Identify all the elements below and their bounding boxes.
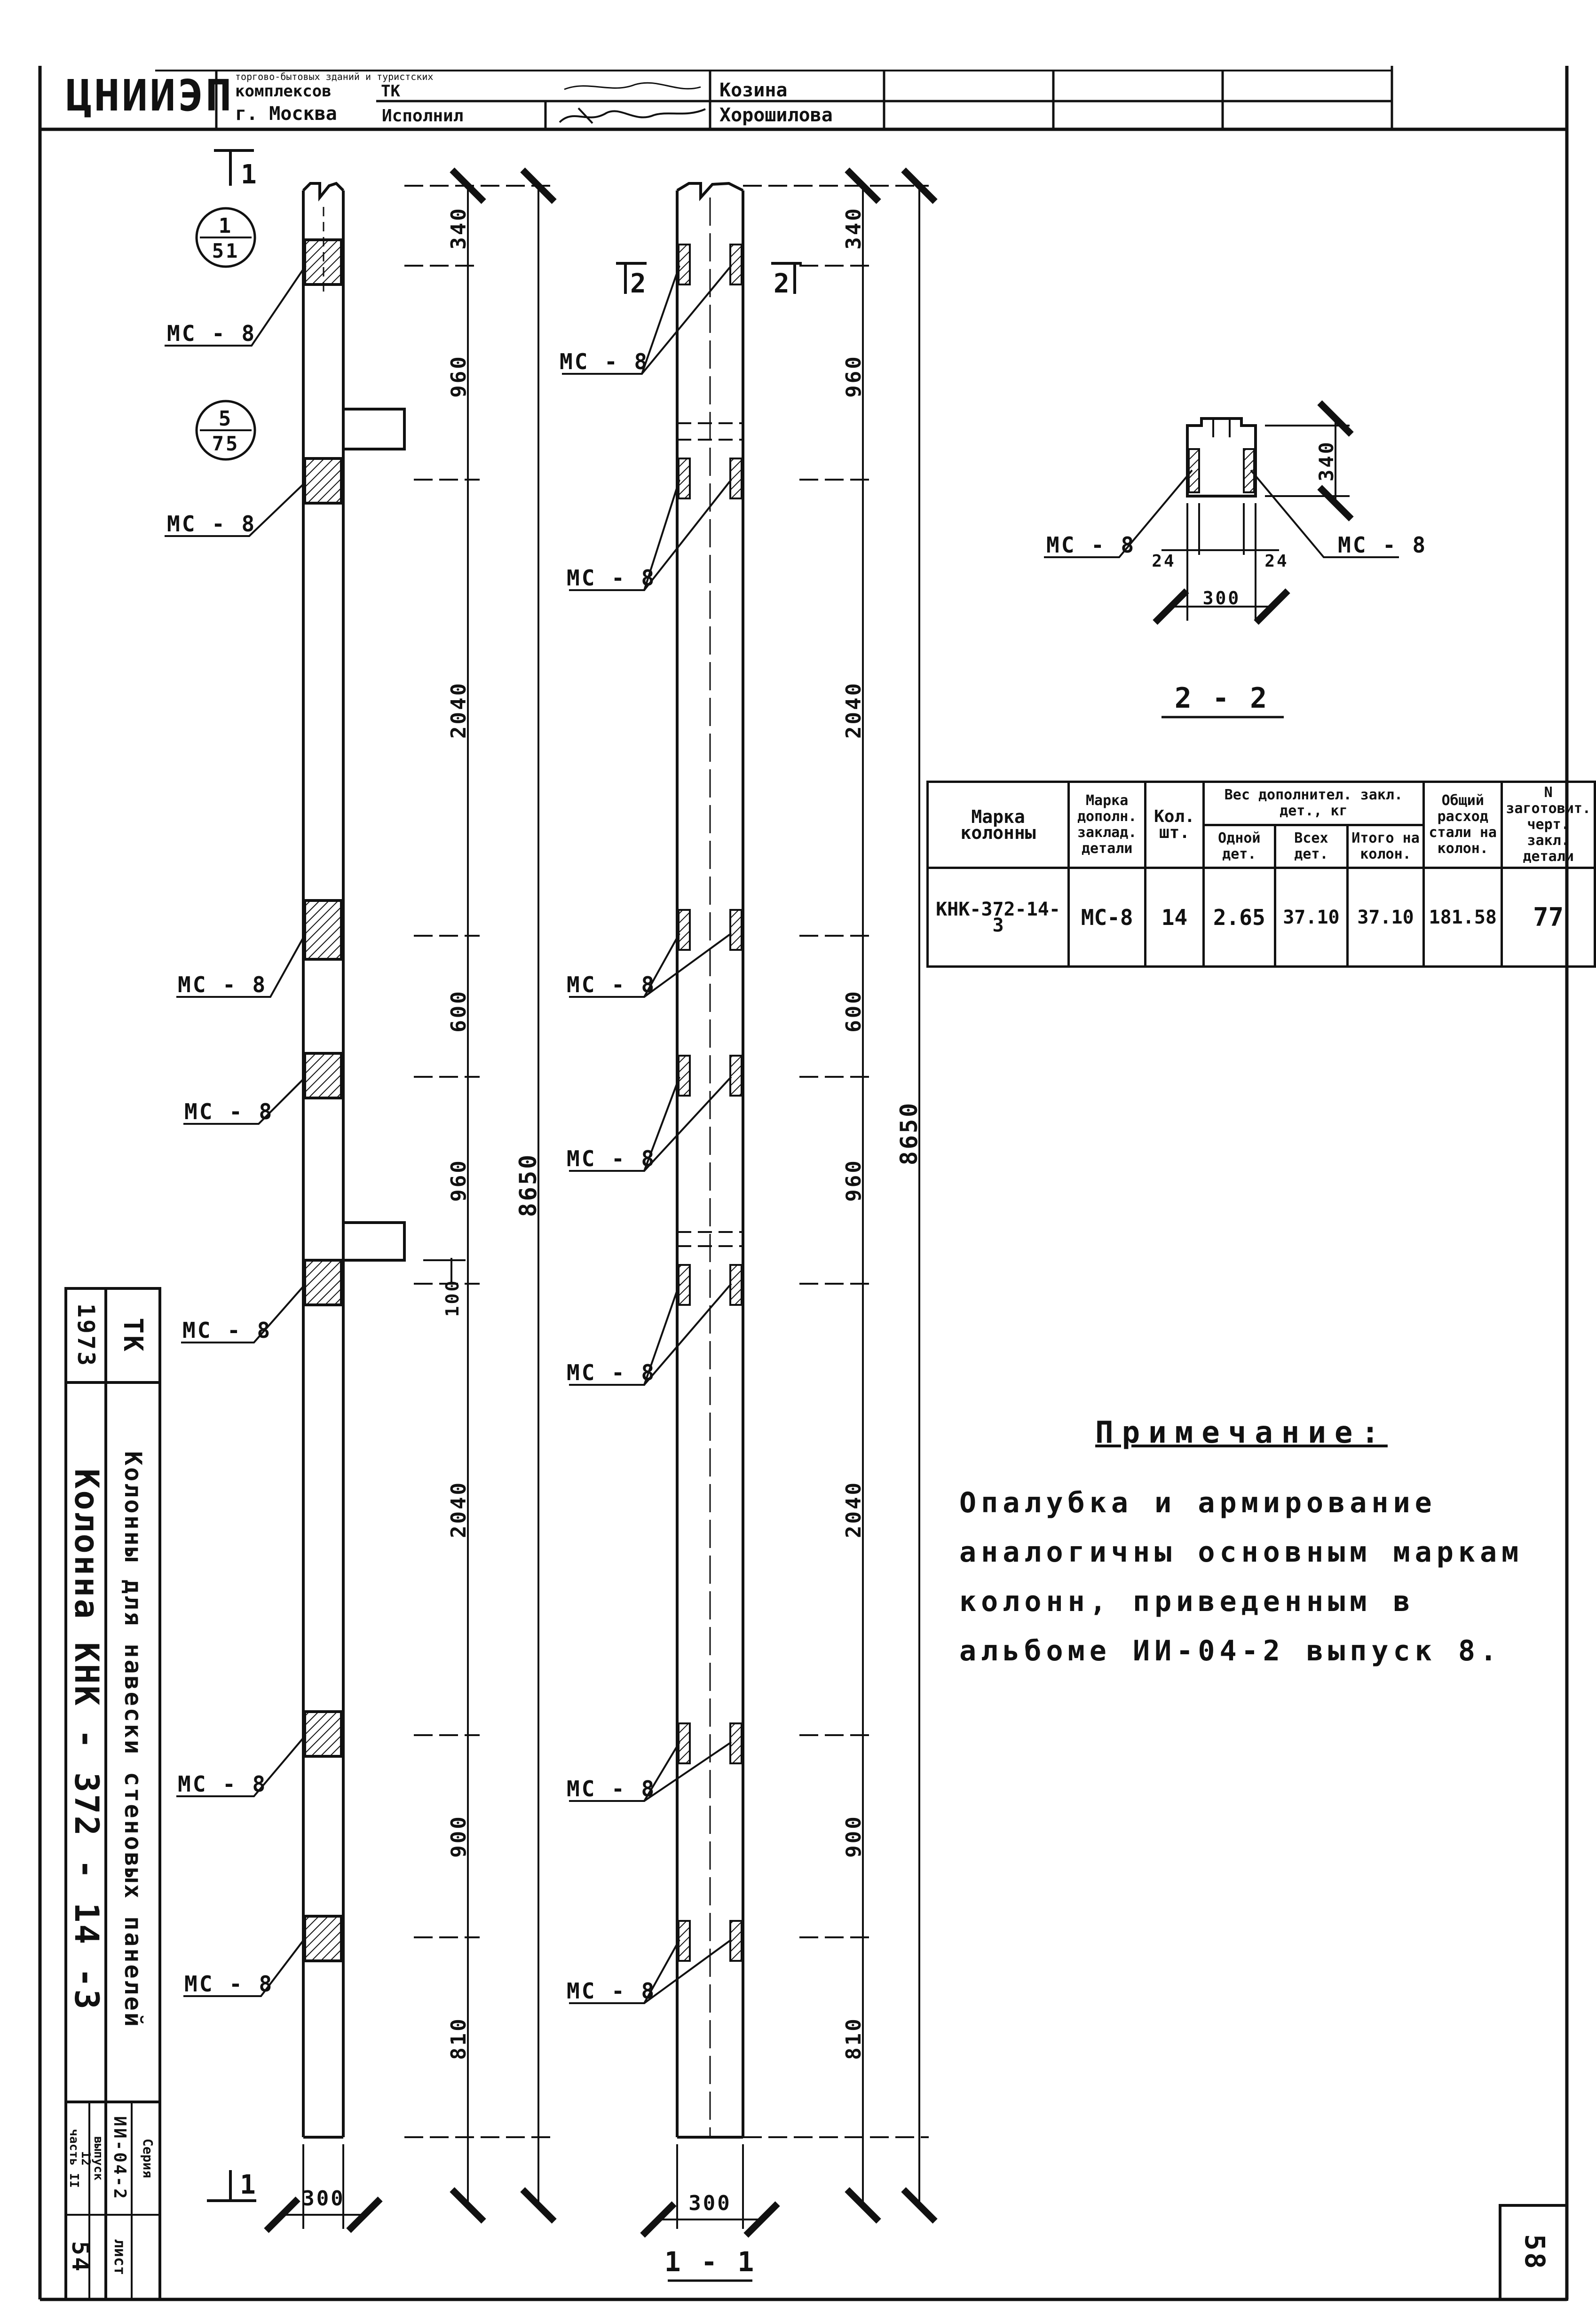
note-line: Опалубка и армирование bbox=[959, 1486, 1437, 1519]
th-weight-total: Итого на колон. bbox=[1347, 825, 1423, 868]
stamp-org-line2: комплексов bbox=[235, 82, 332, 101]
dim-offset-100: 100 bbox=[442, 1279, 463, 1317]
dim-width-mid: 300 bbox=[688, 2191, 732, 2215]
th-drawing: N заготовит. черт. закл. детали bbox=[1502, 782, 1595, 868]
spec-table bbox=[926, 781, 1596, 968]
part-label-left-2: МС - 8 bbox=[167, 511, 257, 537]
dim-total-left: 8650 bbox=[514, 1153, 542, 1217]
dim-seg-8-mid: 810 bbox=[842, 2017, 866, 2060]
stamp-org-line3: г. Москва bbox=[235, 103, 337, 125]
title-sheet: 54 bbox=[67, 2241, 94, 2274]
title-drawing: Колонна КНК - 372 - 14 -3 bbox=[67, 1469, 106, 2011]
dim-seg-8-left: 810 bbox=[447, 2017, 471, 2060]
part-label-left-5: МС - 8 bbox=[182, 1318, 272, 1343]
stamp-org-logo: ЦНИИЭП bbox=[66, 71, 234, 121]
dim-seg-7-left: 900 bbox=[447, 1815, 471, 1858]
part-label-left-4: МС - 8 bbox=[184, 1099, 274, 1124]
th-weight-all: Всех дет. bbox=[1275, 825, 1347, 868]
part-label-mid-2: МС - 8 bbox=[567, 565, 656, 591]
part-label-mid-7: МС - 8 bbox=[567, 1978, 656, 2004]
dim-seg-6-left: 2040 bbox=[447, 1481, 471, 1538]
note-line: аналогичны основным маркам bbox=[959, 1536, 1524, 1569]
dim-seg-2-mid: 960 bbox=[842, 355, 866, 398]
plate-offset-right: 24 bbox=[1264, 552, 1289, 571]
cut-mark-2-left: 2 bbox=[630, 269, 648, 299]
title-subject: Колонны для навески стеновых панелей bbox=[119, 1451, 147, 2029]
title-block bbox=[66, 1288, 160, 2299]
td-steel: 181.58 bbox=[1424, 868, 1502, 967]
section-mark-top: 1 bbox=[241, 159, 259, 190]
td-weight-one: 2.65 bbox=[1203, 868, 1275, 967]
dim-seg-7-mid: 900 bbox=[842, 1815, 866, 1858]
callout-2-num: 5 bbox=[218, 407, 233, 431]
section-width-300: 300 bbox=[1202, 588, 1241, 608]
part-label-section-right: МС - 8 bbox=[1338, 532, 1428, 558]
title-series-label: Серия bbox=[140, 2138, 156, 2179]
note-block bbox=[959, 1415, 1524, 1676]
td-drawing: 77 bbox=[1502, 868, 1595, 967]
th-weight-group: Вес дополнител. закл. дет., кг bbox=[1203, 782, 1424, 825]
title-part: часть II bbox=[67, 2129, 81, 2188]
note-line: колонн, приведенным в bbox=[959, 1585, 1415, 1618]
dim-seg-2-left: 960 bbox=[447, 355, 471, 398]
title-issue-label: выпуск bbox=[91, 2136, 105, 2180]
th-qty: Кол. шт. bbox=[1146, 782, 1203, 868]
part-label-mid-3: МС - 8 bbox=[567, 972, 656, 997]
th-steel: Общий расход стали на колон. bbox=[1424, 782, 1502, 868]
section-2-2 bbox=[1044, 419, 1427, 717]
callout-1-sheet: 51 bbox=[212, 239, 240, 262]
title-issue: 12 bbox=[79, 2151, 93, 2166]
signature-exec bbox=[560, 108, 705, 123]
dim-seg-4-mid: 600 bbox=[842, 989, 866, 1033]
part-label-left-3: МС - 8 bbox=[178, 972, 268, 997]
section-height-340: 340 bbox=[1315, 440, 1338, 482]
th-weight-one: Одной дет. bbox=[1203, 825, 1275, 868]
dim-seg-4-left: 600 bbox=[447, 989, 471, 1033]
note-line: альбоме ИИ-04-2 выпуск 8. bbox=[959, 1635, 1502, 1667]
dim-seg-5-left: 960 bbox=[447, 1159, 471, 1202]
callout-2-sheet: 75 bbox=[212, 432, 240, 455]
cut-mark-2-right: 2 bbox=[774, 269, 791, 299]
part-label-mid-4: МС - 8 bbox=[567, 1146, 656, 1171]
section-title-2-2: 2 - 2 bbox=[1174, 682, 1269, 715]
note-title: Примечание: bbox=[1095, 1415, 1388, 1450]
dim-seg-6-mid: 2040 bbox=[842, 1481, 866, 1538]
td-embedded-mark: МС-8 bbox=[1069, 868, 1146, 967]
dim-width-left: 300 bbox=[302, 2187, 345, 2211]
stamp-org-line1: торгово-бытовых зданий и туристских bbox=[235, 71, 434, 82]
td-column-mark: КНК-372-14-3 bbox=[928, 868, 1069, 967]
section-1-1 bbox=[560, 183, 929, 2281]
section-title-1-1: 1 - 1 bbox=[664, 2246, 756, 2278]
td-weight-total: 37.10 bbox=[1347, 868, 1423, 967]
title-year: 1973 bbox=[72, 1303, 100, 1368]
dim-seg-3-left: 2040 bbox=[447, 681, 471, 739]
title-dept: ТК bbox=[118, 1318, 148, 1353]
plate-offset-left: 24 bbox=[1152, 552, 1176, 571]
page-number-box bbox=[1500, 2205, 1567, 2299]
top-stamp bbox=[66, 71, 1392, 129]
dim-total-mid: 8650 bbox=[895, 1101, 923, 1166]
th-column-mark: Марка колонны bbox=[928, 782, 1069, 868]
stamp-exec-label: Исполнил bbox=[382, 106, 464, 126]
dim-seg-5-mid: 960 bbox=[842, 1159, 866, 1202]
part-label-section-left: МС - 8 bbox=[1046, 532, 1136, 558]
callout-1-num: 1 bbox=[218, 214, 233, 238]
stamp-exec-name: Хорошилова bbox=[719, 104, 833, 126]
column-elevation-left bbox=[165, 150, 555, 2229]
part-label-left-1: МС - 8 bbox=[167, 321, 257, 346]
signature-check bbox=[564, 83, 701, 89]
stamp-check-label: ТК bbox=[381, 82, 400, 101]
part-label-left-7: МС - 8 bbox=[184, 1971, 274, 1997]
dim-seg-1-mid: 340 bbox=[842, 206, 866, 250]
td-qty: 14 bbox=[1146, 868, 1203, 967]
stamp-check-name: Козина bbox=[719, 79, 788, 101]
dim-seg-1-left: 340 bbox=[447, 206, 471, 250]
td-weight-all: 37.10 bbox=[1275, 868, 1347, 967]
page-number: 58 bbox=[1519, 2234, 1551, 2271]
dim-seg-3-mid: 2040 bbox=[842, 681, 866, 739]
title-sheet-label: лист bbox=[111, 2239, 129, 2275]
part-label-mid-5: МС - 8 bbox=[567, 1360, 656, 1385]
sheet-frame bbox=[40, 66, 1567, 2299]
part-label-mid-1: МС - 8 bbox=[560, 349, 649, 374]
part-label-mid-6: МС - 8 bbox=[567, 1776, 656, 1801]
th-embedded-mark: Марка дополн. заклад. детали bbox=[1069, 782, 1146, 868]
detail-callout-1 bbox=[197, 208, 255, 267]
title-series: ИИ-04-2 bbox=[110, 2116, 129, 2201]
detail-callout-2 bbox=[197, 401, 255, 459]
part-label-left-6: МС - 8 bbox=[178, 1771, 268, 1797]
section-mark-bottom: 1 bbox=[240, 2170, 258, 2200]
